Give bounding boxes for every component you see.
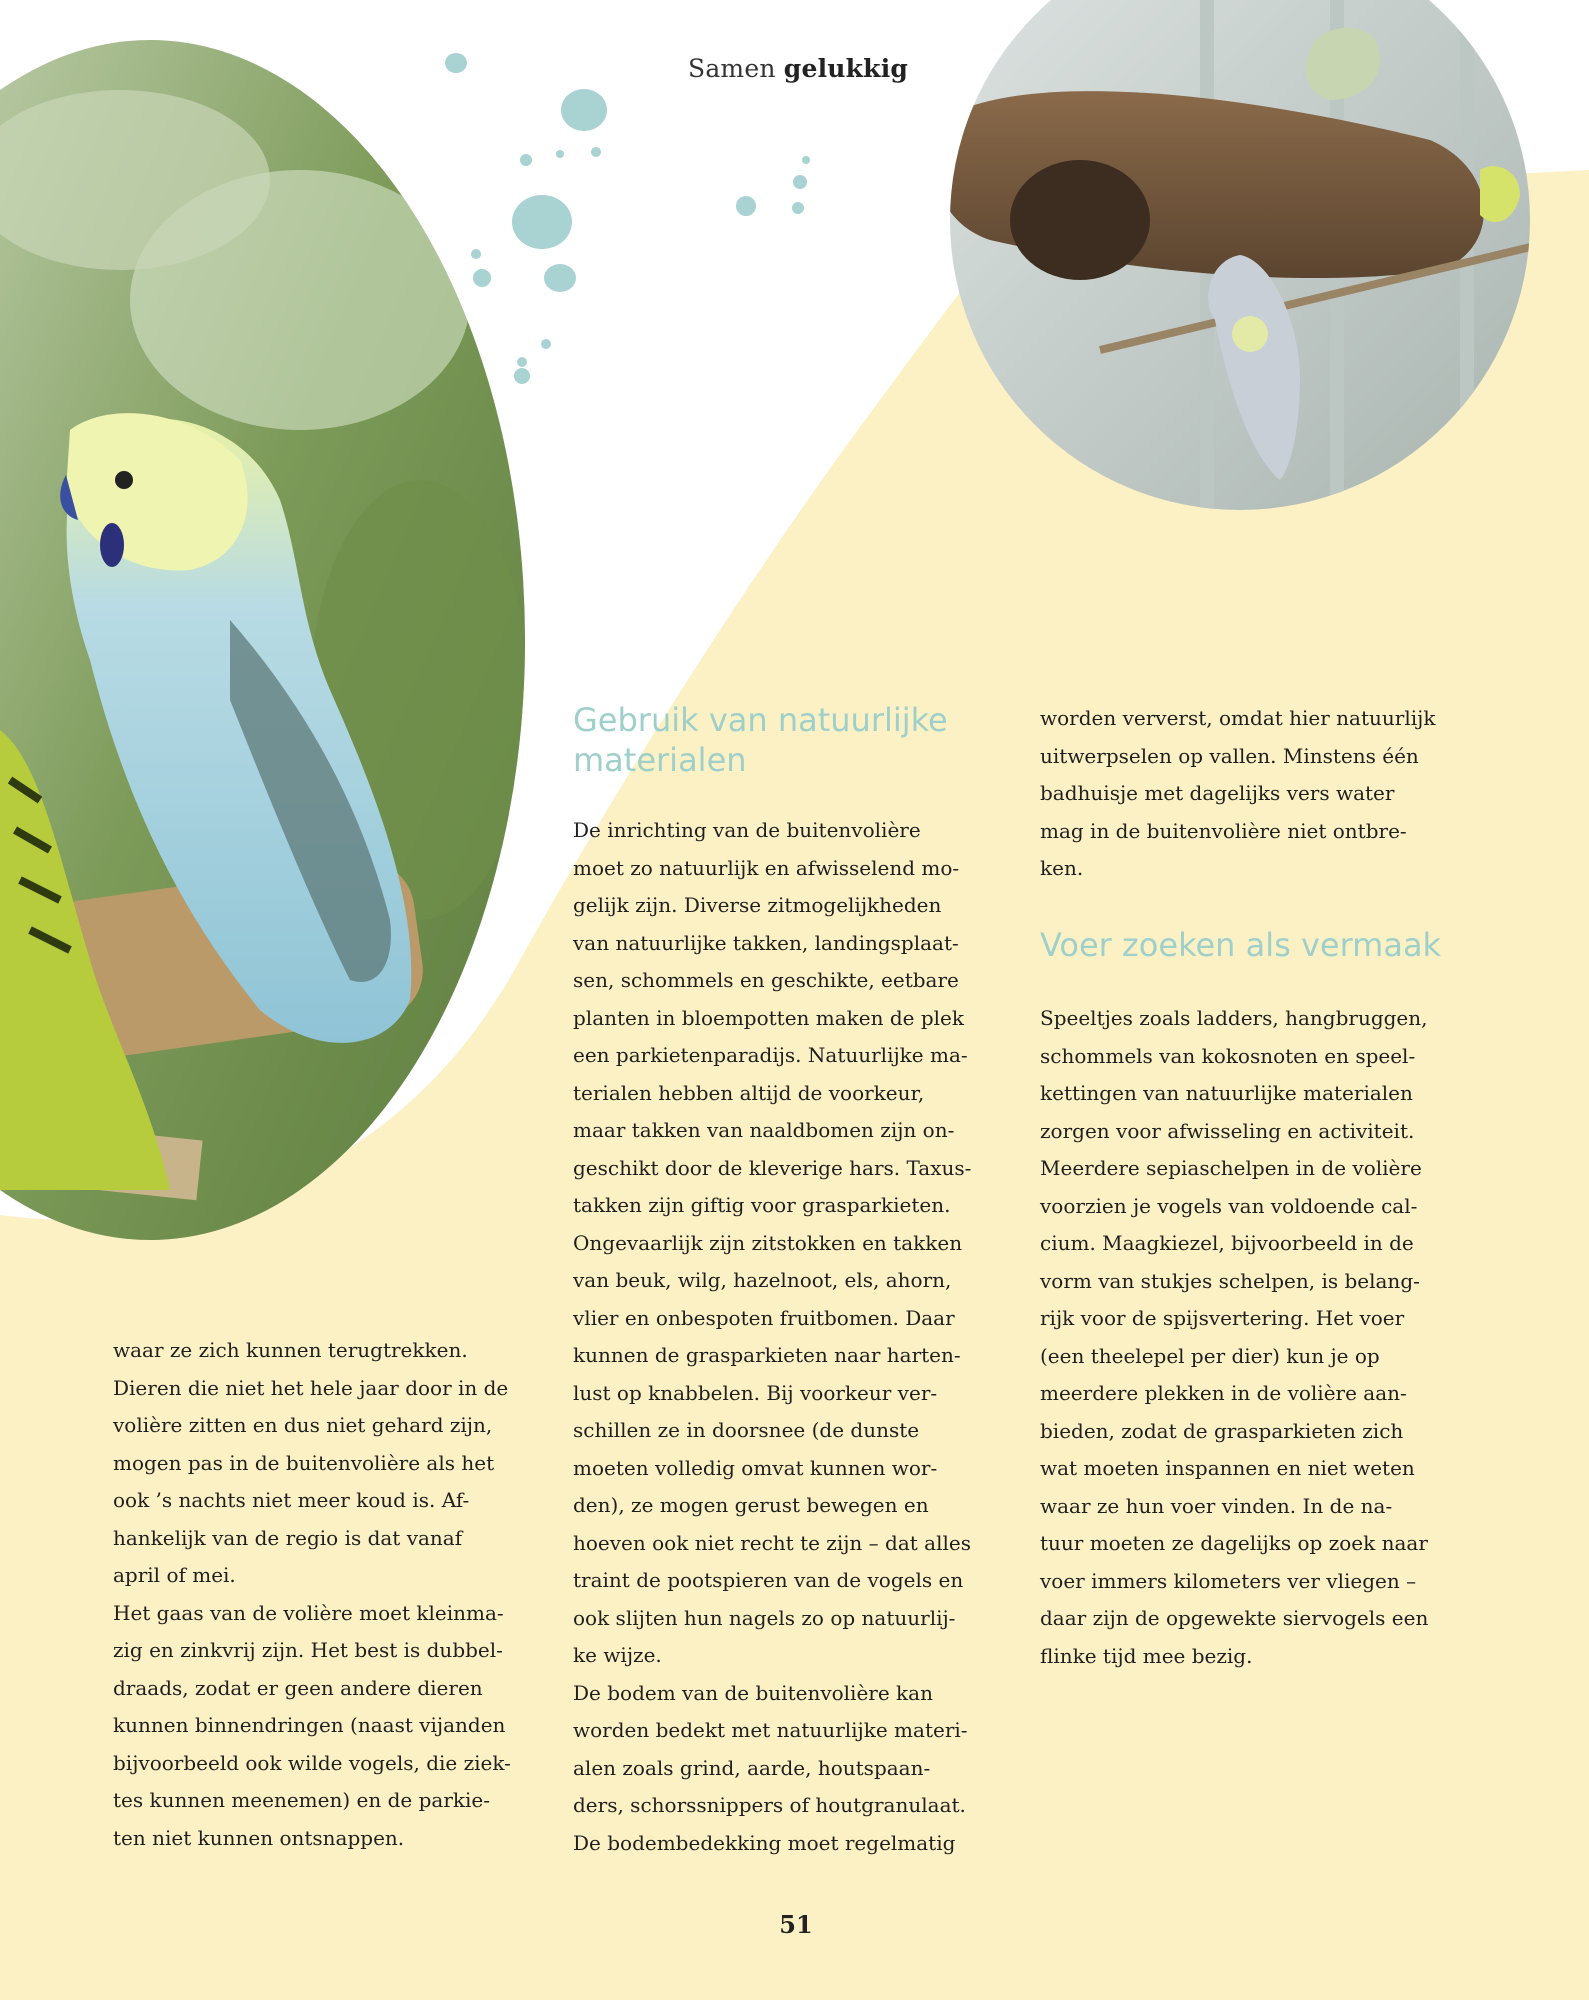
text-line: De inrichting van de buitenvolière [573, 818, 921, 842]
text-line: voer immers kilometers ver vliegen – [1040, 1568, 1417, 1593]
text-line: draads, zodat er geen andere dieren [113, 1675, 483, 1700]
heading-line: materialen [573, 741, 747, 779]
text-line: van natuurlijke takken, landingsplaat- [573, 930, 959, 955]
page-number: 51 [779, 1910, 813, 1939]
text-line: flinke tijd mee bezig. [1040, 1643, 1253, 1668]
text-line: ten niet kunnen ontsnappen. [113, 1825, 405, 1850]
text-line: ke wijze. [573, 1643, 662, 1667]
text-line: De bodembedekking moet regelmatig [573, 1830, 956, 1855]
text-line: badhuisje met dagelijks vers water [1040, 781, 1395, 805]
text-column-left [113, 1332, 511, 1857]
text-column-right-top [1040, 700, 1435, 888]
text-line: takken zijn giftig voor grasparkieten. [573, 1193, 951, 1217]
text-line: wat moeten inspannen en niet weten [1040, 1456, 1415, 1480]
heading-natural-materials [573, 700, 948, 780]
text-line: planten in bloempotten maken de plek [573, 1005, 965, 1030]
text-line: (een theelepel per dier) kun je op [1040, 1343, 1380, 1368]
text-line: alen zoals grind, aarde, houtspaan- [573, 1755, 931, 1780]
text-line: bijvoorbeeld ook wilde vogels, die ziek- [113, 1750, 511, 1775]
text-line: bieden, zodat de grasparkieten zich [1040, 1418, 1404, 1443]
text-line: Het gaas van de volière moet kleinma- [113, 1600, 504, 1625]
text-line: terialen hebben altijd de voorkeur, [573, 1080, 925, 1105]
text-column-right-bottom [1040, 1000, 1428, 1675]
text-line: vlier en onbespoten fruitbomen. Daar [573, 1305, 955, 1330]
text-line: lust op knabbelen. Bij voorkeur ver- [573, 1380, 938, 1405]
text-line: hoeven ook niet recht te zijn – dat alles [573, 1530, 971, 1555]
text-line: ders, schorssnippers of houtgranulaat. [573, 1793, 966, 1817]
text-line: gelijk zijn. Diverse zitmogelijkheden [573, 893, 942, 917]
text-line: van beuk, wilg, hazelnoot, els, ahorn, [573, 1268, 952, 1292]
text-line: kunnen binnendringen (naast vijanden [113, 1713, 506, 1737]
text-line: rijk voor de spijsvertering. Het voer [1040, 1306, 1405, 1330]
running-header [688, 54, 908, 83]
text-line: worden ververst, omdat hier natuurlijk [1040, 706, 1436, 730]
text-line: een parkietenparadijs. Natuurlijke ma- [573, 1043, 968, 1067]
text-line: schillen ze in doorsnee (de dunste [573, 1418, 920, 1442]
text-line: kunnen de grasparkieten naar harten- [573, 1343, 961, 1367]
text-line: waar ze zich kunnen terugtrekken. [113, 1338, 468, 1362]
text-line: volière zitten en dus niet gehard zijn, [113, 1413, 493, 1437]
text-line: meerdere plekken in de volière aan- [1040, 1381, 1407, 1405]
running-header-bold: gelukkig [783, 54, 909, 83]
text-line: uitwerpselen op vallen. Minstens één [1040, 743, 1419, 768]
text-line: schommels van kokosnoten en speel- [1040, 1043, 1416, 1068]
heading-food-search [1040, 925, 1441, 965]
text-line: ken. [1040, 856, 1084, 880]
text-line: zig en zinkvrij zijn. Het best is dubbel- [113, 1638, 503, 1662]
heading-line: Voer zoeken als vermaak [1040, 926, 1442, 964]
text-line: den), ze mogen gerust bewegen en [573, 1493, 929, 1517]
text-line: worden bedekt met natuurlijke materi- [573, 1718, 968, 1742]
text-line: zorgen voor afwisseling en activiteit. [1040, 1118, 1415, 1143]
text-line: Speeltjes zoals ladders, hangbruggen, [1040, 1006, 1428, 1030]
heading-line: Gebruik van natuurlijke [573, 701, 948, 739]
text-line: kettingen van natuurlijke materialen [1040, 1081, 1413, 1105]
text-line: voorzien je vogels van voldoende cal- [1040, 1193, 1418, 1218]
text-line: cium. Maagkiezel, bijvoorbeeld in de [1040, 1231, 1414, 1255]
text-line: Meerdere sepiaschelpen in de volière [1040, 1156, 1422, 1180]
text-line: april of mei. [113, 1563, 236, 1587]
text-line: tuur moeten ze dagelijks op zoek naar [1040, 1531, 1428, 1555]
text-line: sen, schommels en geschikte, eetbare [573, 968, 959, 992]
text-line: daar zijn de opgewekte siervogels een [1040, 1606, 1429, 1630]
text-line: vorm van stukjes schelpen, is belang- [1040, 1268, 1420, 1293]
decorative-splash [445, 53, 810, 384]
text-line: Ongevaarlijk zijn zitstokken en takken [573, 1230, 963, 1255]
text-line: mogen pas in de buitenvolière als het [113, 1450, 495, 1475]
text-line: De bodem van de buitenvolière kan [573, 1680, 933, 1705]
text-line: moet zo natuurlijk en afwisselend mo- [573, 855, 960, 880]
text-line: moeten volledig omvat kunnen wor- [573, 1455, 938, 1480]
text-line: tes kunnen meenemen) en de parkie- [113, 1788, 490, 1812]
text-line: mag in de buitenvolière niet ontbre- [1040, 818, 1407, 843]
text-line: hankelijk van de regio is dat vanaf [113, 1525, 463, 1550]
text-column-middle [573, 812, 971, 1862]
text-line: ook slijten hun nagels zo op natuurlij- [573, 1605, 956, 1630]
text-line: Dieren die niet het hele jaar door in de [113, 1375, 509, 1400]
text-line: waar ze hun voer vinden. In de na- [1040, 1493, 1393, 1518]
running-header-light: Samen [688, 54, 776, 83]
text-line: maar takken van naaldbomen zijn on- [573, 1118, 955, 1142]
text-line: geschikt door de kleverige hars. Taxus- [573, 1155, 972, 1180]
text-line: traint de pootspieren van de vogels en [573, 1568, 964, 1592]
text-line: ook ’s nachts niet meer koud is. Af- [113, 1488, 470, 1512]
